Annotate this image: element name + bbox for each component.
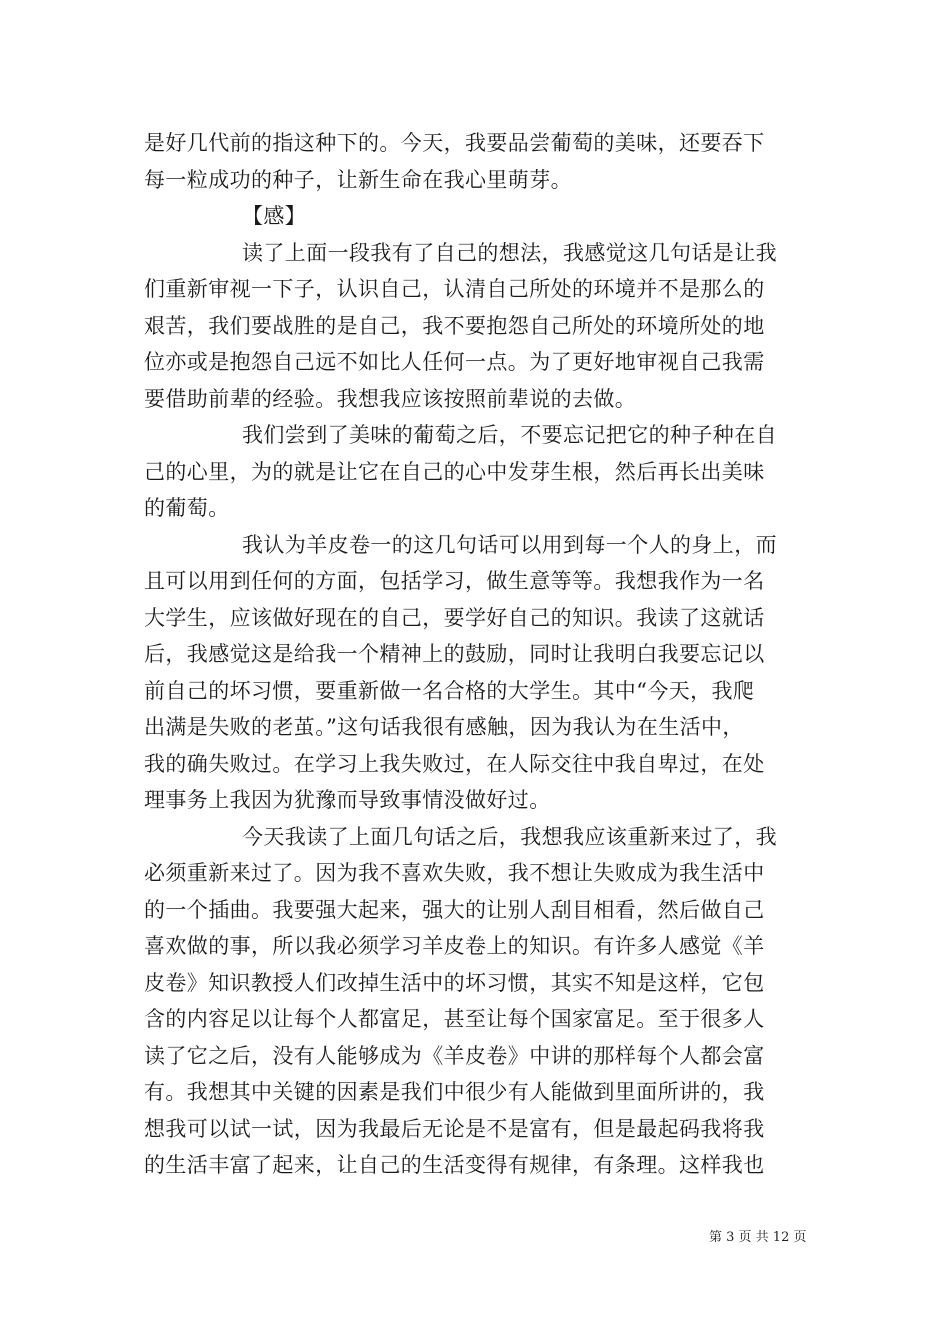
text-line: 必须重新来过了。因为我不喜欢失败，我不想让失败成为我生活中	[144, 861, 765, 885]
text-line: 理事务上我因为犹豫而导致事情没做好过。	[144, 788, 551, 812]
page-number-footer: 第 3 页 共 12 页	[709, 1230, 807, 1245]
text-line: 我们尝到了美味的葡萄之后，不要忘记把它的种子种在自	[242, 423, 777, 447]
body-text	[144, 125, 809, 1184]
text-line: 位亦或是抱怨自己远不如比人任何一点。为了更好地审视自己我需	[144, 350, 765, 374]
text-line: 的一个插曲。我要强大起来，强大的让别人刮目相看，然后做自己	[144, 897, 765, 922]
text-line: 皮卷》知识教授人们改掉生活中的坏习惯，其实不知是这样，它包	[144, 970, 765, 995]
text-line: 我认为羊皮卷一的这几句话可以用到每一个人的身上，而	[242, 532, 777, 557]
text-line: 含的内容足以让每个人都富足，甚至让每个国家富足。至于很多人	[144, 1007, 765, 1031]
text-line: 有。我想其中关键的因素是我们中很少有人能做到里面所讲的，我	[144, 1080, 765, 1104]
text-line: 读了它之后，没有人能够成为《羊皮卷》中讲的那样每个人都会富	[144, 1043, 765, 1068]
text-line: 大学生，应该做好现在的自己，要学好自己的知识。我读了这就话	[144, 605, 765, 630]
text-line: 后，我感觉这是给我一个精神上的鼓励，同时让我明白我要忘记以	[144, 642, 765, 666]
text-line: 读了上面一段我有了自己的想法，我感觉这几句话是让我	[242, 240, 777, 265]
text-line: 前自己的坏习惯，要重新做一名合格的大学生。其中“今天，我爬	[144, 678, 755, 703]
text-line: 今天我读了上面几句话之后，我想我应该重新来过了，我	[242, 824, 777, 849]
text-line: 己的心里，为的就是让它在自己的心中发芽生根，然后再长出美味	[144, 459, 765, 484]
text-line: 出满是失败的老茧。”这句话我很有感触，因为我认为在生活中，	[144, 715, 744, 739]
text-line: 喜欢做的事，所以我必须学习羊皮卷上的知识。有许多人感觉《羊	[144, 934, 765, 958]
text-line: 的生活丰富了起来，让自己的生活变得有规律，有条理。这样我也	[144, 1153, 765, 1177]
text-line: 是好几代前的指这种下的。今天，我要品尝葡萄的美味，还要吞下	[144, 131, 765, 155]
text-line: 要借助前辈的经验。我想我应该按照前辈说的去做。	[144, 386, 637, 411]
section-heading: 【感】	[242, 204, 307, 228]
text-line: 艰苦，我们要战胜的是自己，我不要抱怨自己所处的环境所处的地	[144, 313, 765, 338]
text-line: 我的确失败过。在学习上我失败过，在人际交往中我自卑过，在处	[144, 751, 765, 776]
text-line: 们重新审视一下子，认识自己，认清自己所处的环境并不是那么的	[144, 277, 765, 301]
text-line: 的葡萄。	[144, 496, 230, 520]
text-line: 且可以用到任何的方面，包括学习，做生意等等。我想我作为一名	[144, 569, 765, 593]
text-line: 每一粒成功的种子，让新生命在我心里萌芽。	[144, 167, 572, 192]
text-line: 想我可以试一试，因为我最后无论是不是富有，但是最起码我将我	[144, 1116, 765, 1141]
